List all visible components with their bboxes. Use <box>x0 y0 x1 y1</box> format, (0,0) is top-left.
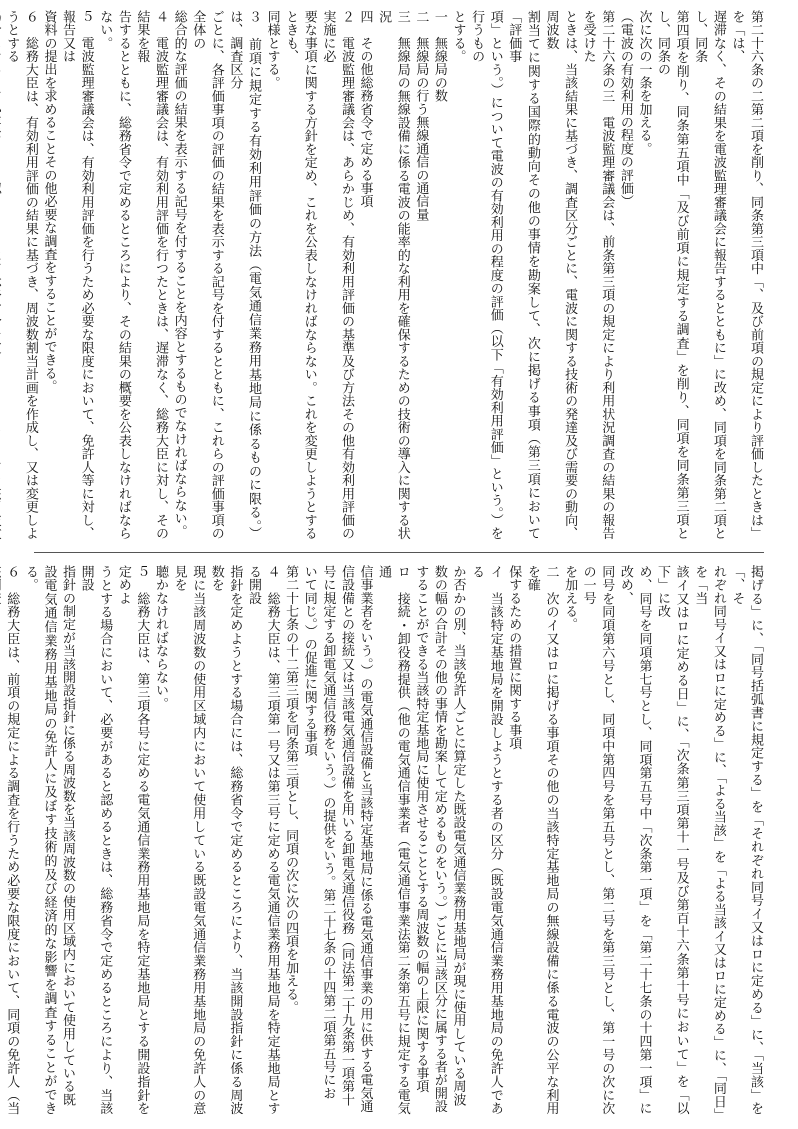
lower-vertical-text: 掲げる」に、「同号括弧書に規定する」を「それぞれ同号イ又はロに定める」に、「当該」を「、そ れぞれ同号イ又はロに定める」に、「よる当該」を「よる当該イ又はロに定める」に、「同日」を「当 該イ又はロに定める日」に、「次条第三項第十一号及び第百十六条第十号において」を「以下」に改 め、同号を同項第七号とし、同項第五号中「次条第一項」を「第二十七条の十四第一項」に改め、 同号を同項第六号とし、同項中第四号を第五号とし、第二号を第三号とし、第一号の次に次の一号 を加える。 二 次のイ又はロに掲げる事項その他の当該特定基地局の無線設備に係る電波の公平な利用を確 保するための措置に関する事項 イ 当該特定基地局を開設しようとする者の区分（既設電気通信業務用基地局の免許人である か否かの別、当該免許人ごとに算定した既設電気通信業務用基地局が現に使用している周波 数の幅の合計その他の事情を勘案して定めるものをいう。）ごとに当該区分に属する者が開設 することができる当該特定基地局に使用させることとする周波数の幅の上限に関する事項 ロ 接続・卸役務提供（他の電気通信事業者（電気通信事業法第二条第五号に規定する電気通 信事業者をいう。）の電気通信設備と当該特定基地局に係る電気通信事業の用に供する電気通 信設備との接続又は当該電気通信設備を用いる卸電気通信役務（同法第二十九条第一項第十 号に規定する卸電気通信役務をいう。）の提供をいう。第二十七条の十四第二項第五号にお いて同じ。）の促進に関する事項 第二十七条の十二第三項を同条第三項とし、同項の次に次の四項を加える。 ４ 総務大臣は、第三項第一号又は第三号に定める電気通信業務用基地局を特定基地局とする開設 指針を定めようとする場合には、総務省令で定めるところにより、当該開設指針に係る周波数を 現に当該周波数の使用区域内において使用している既設電気通信業務用基地局の免許人の意見を 聴かなければならない。 ５ 総務大臣は、第三項各号に定める電気通信業務用基地局を特定基地局とする開設指針を定めよ うとする場合において、必要があると認めるときは、総務省令で定めるところにより、当該開設 指針の制定が当該開設指針に係る周波数を当該周波数の使用区域内において使用している既 設電気通信業務用基地局の免許人に及ぼす技術的及び経済的な影響を調査することができる。 ６ 総務大臣は、前項の規定による調査を行うため必要な限度において、同項の免許人（当 <box>4 565 763 1115</box>
section-divider <box>34 552 764 553</box>
lower-text-block <box>4 565 764 1115</box>
upper-vertical-text: 第二十六条の二第二項を削り、同条第三項中「、及び前項の規定により評価したときは」を「は、 遅滞なく、その結果を電波監理審議会に報告するとともに」に改め、同項を同条第二項とし、同条 第四項を削り、同条第五項中「及び前項に規定する調査」を削り、同項を同条第三項とし、同条の 次に次の一条を加える。 （電波の有効利用の程度の評価） 第二十六条の三 電波監理審議会は、前条第三項の規定により利用状況調査の結果の報告を受けた ときは、当該結果に基づき、調査区分ごとに、電波に関する技術の発達及び需要の動向、周波数 割当てに関する国際的動向その他の事情を勘案して、次に掲げる事項（第三項において「評価事 項」という。）について電波の有効利用の程度の評価（以下「有効利用評価」という。）を行うもの とする。 一 無線局の数 二 無線局の行う無線通信の通信量 三 無線局の無線設備に係る電波の能率的な利用を確保するための技術の導入に関する状況 四 その他総務省令で定める事項 ２ 電波監理審議会は、あらかじめ、有効利用評価の基準及び方法その他有効利用評価の実施に必 要な事項に関する方針を定め、これを公表しなければならない。これを変更しようとするときも、 同様とする。 ３ 前項に規定する有効利用評価の方法（電気通信業務用基地局に係るものに限る。）は、調査区分 ごとに、各評価事項の評価の結果を表示する記号を付するとともに、これらの評価事項の全体の 総合的な評価の結果を表示する記号を付することを内容とするものでなければならない。 ４ 電波監理審議会は、有効利用評価を行つたときは、遅滞なく、総務大臣に対し、その結果を報 告するとともに、総務省令で定めるところにより、その結果の概要を公表しなければならない。 ５ 電波監理審議会は、有効利用評価を行うため必要な限度において、免許人等に対し、報告又は 資料の提出を求めることその他必要な調査をすることができる。 ６ 総務大臣は、有効利用評価の結果に基づき、周波数割当計画を作成し、又は変更しようとする <box>4 10 763 540</box>
upper-text-block <box>4 10 764 540</box>
